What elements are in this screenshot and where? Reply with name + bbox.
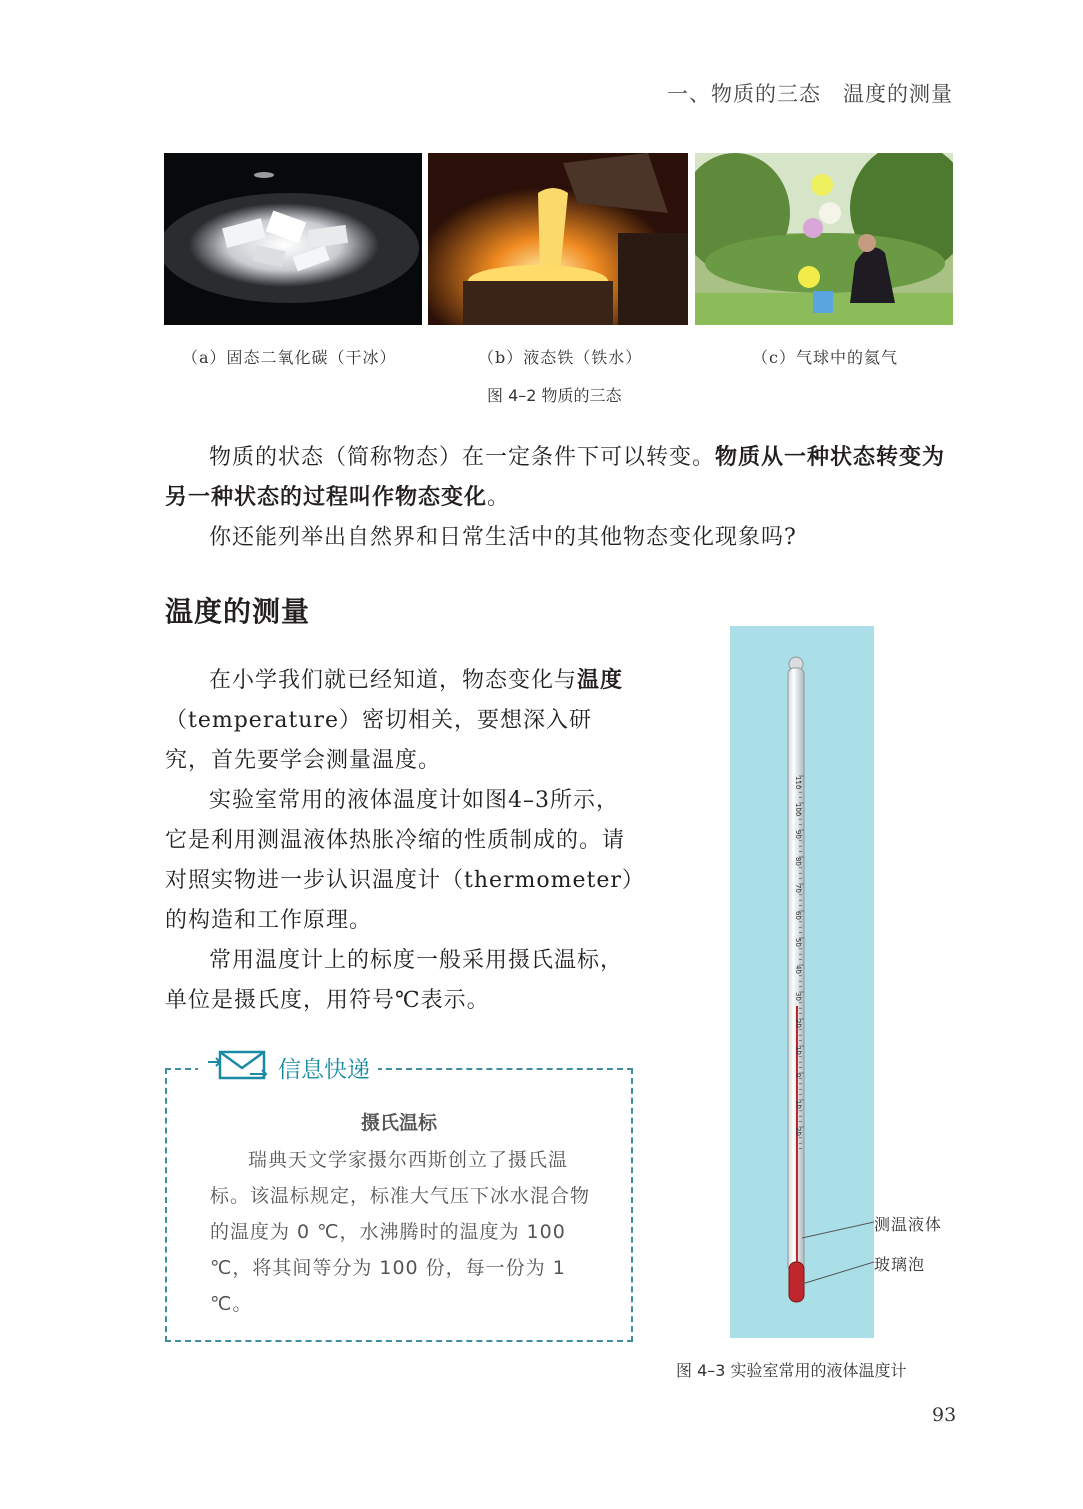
running-head: 一、物质的三态 温度的测量 xyxy=(667,82,953,106)
dry-ice-photo xyxy=(164,153,422,325)
figure-4-3-caption: 图 4–3 实验室常用的液体温度计 xyxy=(676,1361,907,1380)
thermometer-panel xyxy=(730,626,874,1338)
caption-b: （b）液态铁（铁水） xyxy=(478,348,643,367)
info-box-text: 瑞典天文学家摄尔西斯创立了摄氏温标。该温标规定，标准大气压下冰水混合物的温度为 0 ℃，水沸腾时的温度为 100 ℃，将其间等分为 100 份，每一份为 1 ℃。 xyxy=(210,1149,591,1315)
helium-balloon-photo xyxy=(695,153,953,325)
definition-bold: 物质从一种状态转变为另一种状态的过程叫作物态变化 xyxy=(165,445,946,510)
caption-c: （c）气球中的氦气 xyxy=(752,348,898,367)
paragraph-celsius: 常用温度计上的标度一般采用摄氏温标，单位是摄氏度，用符号℃表示。 xyxy=(165,948,624,1013)
section-text xyxy=(165,661,635,1021)
scale-label: 100 xyxy=(794,803,802,817)
paragraph-question: 你还能列举出自然界和日常生活中的其他物态变化现象吗? xyxy=(209,525,797,550)
figure-4-2-title: 图 4–2 物质的三态 xyxy=(487,386,622,405)
info-box-header xyxy=(198,1048,378,1086)
scale-label: 60 xyxy=(794,911,802,920)
molten-iron-photo xyxy=(428,153,688,325)
scale-label: 10 xyxy=(794,1100,802,1109)
paragraph-thermometer: 实验室常用的液体温度计如图4–3所示，它是利用测温液体热胀冷缩的性质制成的。请对照实物进一步认识温度计（thermometer）的构造和工作原理。 xyxy=(165,788,634,933)
info-box-label: 信息快递 xyxy=(278,1056,370,1083)
scale-label: 40 xyxy=(794,965,802,974)
term-temperature: 温度 xyxy=(577,668,624,693)
body-text xyxy=(165,438,955,558)
scale-label: 30 xyxy=(794,992,802,1001)
scale-label: 110 xyxy=(794,776,802,790)
page-number: 93 xyxy=(932,1404,957,1426)
scale-label: 70 xyxy=(794,884,802,893)
scale-label: 20 xyxy=(794,1019,802,1028)
envelope-icon xyxy=(206,1048,272,1086)
section-title: 温度的测量 xyxy=(165,595,311,628)
scale-label: 10 xyxy=(794,1046,802,1055)
label-bulb: 玻璃泡 xyxy=(874,1255,926,1274)
paragraph-state-change: 物质的状态（简称物态）在一定条件下可以转变。物质从一种状态转变为另一种状态的过程叫作物态变化。 xyxy=(165,445,946,510)
caption-a: （a）固态二氧化碳（干冰） xyxy=(182,348,397,367)
scale-label: 80 xyxy=(794,857,802,866)
thermometer-illustration xyxy=(730,626,874,1338)
paragraph-temperature: 在小学我们就已经知道，物态变化与温度（temperature）密切相关，要想深入研究，首先要学会测量温度。 xyxy=(165,668,624,773)
scale-label: 90 xyxy=(794,830,802,839)
scale-label: 20 xyxy=(794,1127,802,1136)
scale-label: 0 xyxy=(794,1073,802,1078)
info-box-title: 摄氏温标 xyxy=(360,1112,437,1134)
label-liquid: 测温液体 xyxy=(874,1215,943,1234)
scale-label: 50 xyxy=(794,938,802,947)
